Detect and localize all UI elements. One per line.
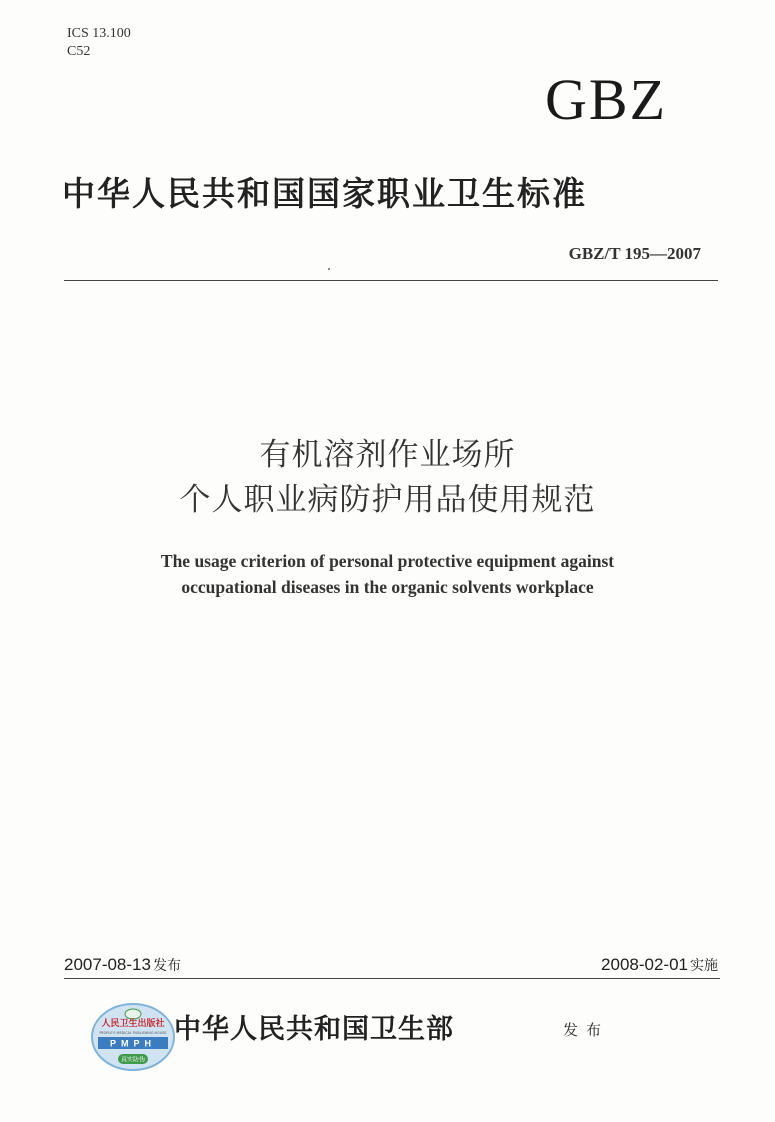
seal-publisher-name-en: PEOPLE'S MEDICAL PUBLISHING HOUSE bbox=[99, 1031, 167, 1035]
gbz-logo: GBZ bbox=[545, 67, 667, 132]
standard-number: GBZ/T 195—2007 bbox=[568, 244, 701, 263]
speck bbox=[328, 268, 330, 270]
ccs-code: C52 bbox=[67, 44, 91, 59]
release-date bbox=[64, 955, 181, 975]
english-title-line-2: occupational diseases in the organic solvents workplace bbox=[181, 577, 594, 597]
seal-authenticity-badge: 真实防伪 bbox=[120, 1056, 146, 1064]
standard-category-title: 中华人民共和国国家职业卫生标准 bbox=[62, 174, 587, 213]
publisher-seal-logo bbox=[90, 1002, 176, 1072]
release-date-value: 2007-08-13 bbox=[64, 955, 151, 974]
effective-date bbox=[601, 955, 718, 975]
top-divider bbox=[64, 280, 718, 281]
seal-abbreviation: PMPH bbox=[109, 1038, 157, 1049]
seal-publisher-name: 人民卫生出版社 bbox=[101, 1019, 165, 1029]
chinese-title-line-1: 有机溶剂作业场所 bbox=[259, 437, 516, 473]
ics-code: ICS 13.100 bbox=[67, 26, 131, 41]
english-title-line-1: The usage criterion of personal protective equipment against bbox=[160, 551, 615, 571]
effective-date-value: 2008-02-01 bbox=[601, 955, 688, 974]
release-label: 发布 bbox=[152, 958, 181, 974]
classification-codes bbox=[67, 25, 131, 61]
chinese-title-line-2: 个人职业病防护用品使用规范 bbox=[179, 482, 596, 518]
bottom-divider bbox=[64, 978, 720, 979]
issuing-label: 发布 bbox=[563, 1021, 610, 1039]
effective-label: 实施 bbox=[690, 958, 718, 974]
issuing-authority: 中华人民共和国卫生部 bbox=[174, 1014, 454, 1045]
